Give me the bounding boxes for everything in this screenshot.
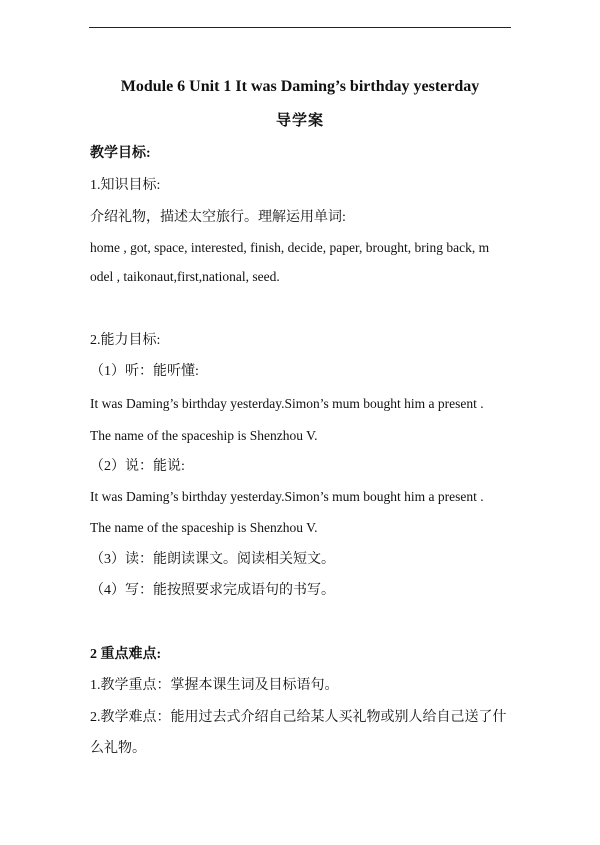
teaching-key-point: 1.教学重点：掌握本课生词及目标语句。 xyxy=(90,678,339,693)
writing-objective: （4）写：能按照要求完成语句的书写。 xyxy=(90,583,335,598)
teaching-difficulty-line-1: 2.教学难点：能用过去式介绍自己给某人买礼物或别人给自己送了什 xyxy=(90,710,507,725)
reading-objective: （3）读：能朗读课文。阅读相关短文。 xyxy=(90,552,335,567)
speaking-heading: （2）说：能说: xyxy=(90,459,185,474)
key-points-heading: 2 重点难点: xyxy=(90,647,162,662)
objectives-heading: 教学目标: xyxy=(90,146,151,161)
speaking-sentence-1: It was Daming’s birthday yesterday.Simon’s mum bought him a present . xyxy=(90,489,484,504)
listening-heading: （1）听：能听懂: xyxy=(90,364,199,379)
header-rule xyxy=(89,27,511,28)
listening-sentence-1: It was Daming’s birthday yesterday.Simon’s mum bought him a present . xyxy=(90,396,484,411)
knowledge-intro: 介绍礼物，描述太空旅行。理解运用单词: xyxy=(90,210,346,225)
document-title: Module 6 Unit 1 It was Daming’s birthday yesterday xyxy=(120,78,480,95)
speaking-sentence-2: The name of the spaceship is Shenzhou V. xyxy=(90,520,318,535)
vocabulary-line-2: odel , taikonaut,first,national, seed. xyxy=(90,269,280,284)
vocabulary-line-1: home , got, space, interested, finish, decide, paper, brought, bring back, m xyxy=(90,240,490,255)
knowledge-heading: 1.知识目标: xyxy=(90,178,161,193)
teaching-difficulty-line-2: 么礼物。 xyxy=(90,741,146,756)
document-subtitle: 导学案 xyxy=(275,113,324,129)
listening-sentence-2: The name of the spaceship is Shenzhou V. xyxy=(90,428,318,443)
ability-heading: 2.能力目标: xyxy=(90,333,161,348)
